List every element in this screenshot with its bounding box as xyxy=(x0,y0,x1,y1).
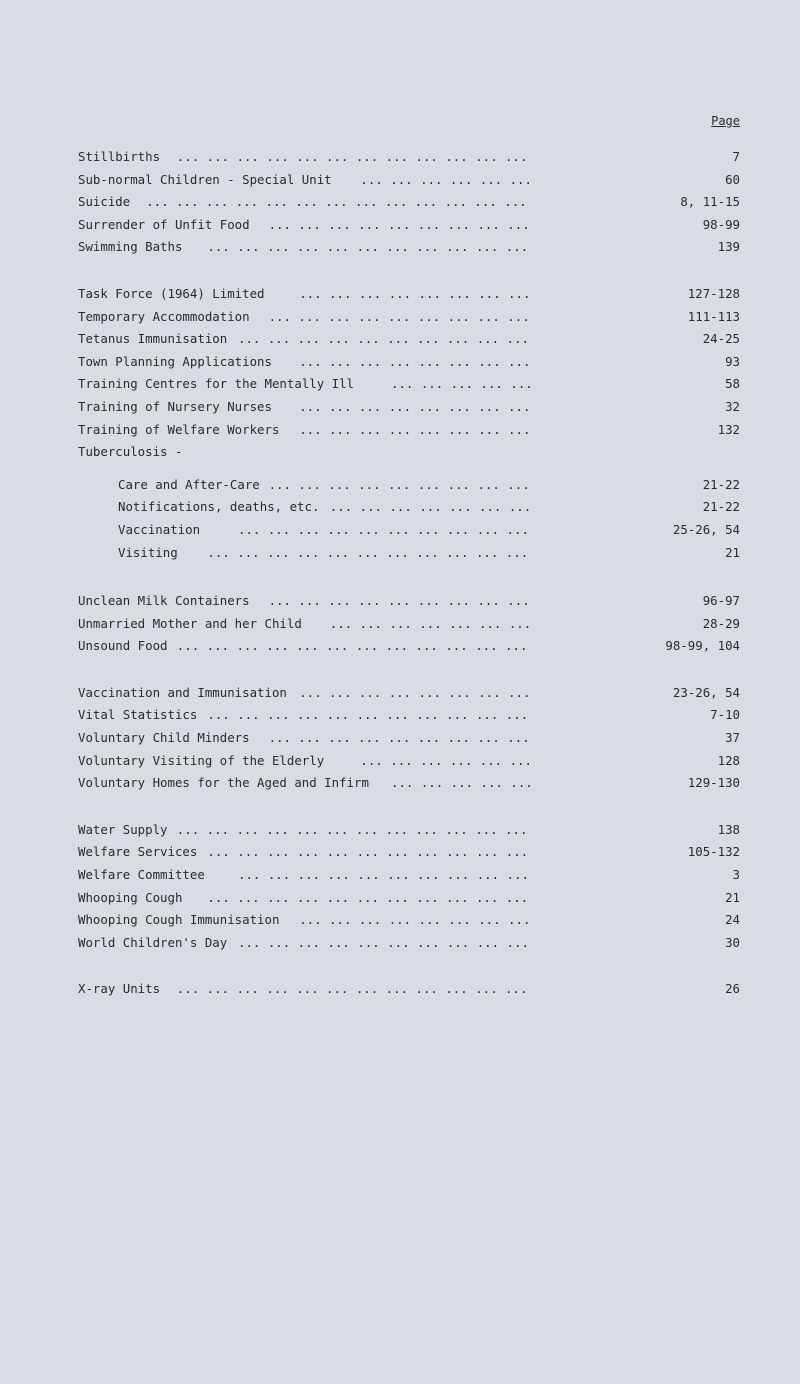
entry-page-number: 111-113 xyxy=(687,308,740,324)
index-entry xyxy=(78,978,740,1001)
index-entry xyxy=(78,841,740,864)
index-entry xyxy=(78,214,740,237)
entry-page-number: 98-99, 104 xyxy=(665,638,740,654)
entry-label: Sub-normal Children - Special Unit xyxy=(78,171,332,187)
index-entry xyxy=(78,236,740,259)
index-entry xyxy=(78,441,740,464)
index-entry xyxy=(78,909,740,932)
leader-dots: ... ... ... ... ... ... ... ... ... ... xyxy=(238,521,529,537)
entry-label: Notifications, deaths, etc. xyxy=(118,499,320,515)
entry-page-number: 98-99 xyxy=(702,216,740,232)
entry-page-number: 21-22 xyxy=(702,499,740,515)
entry-page-number: 132 xyxy=(717,421,740,437)
row-spacer xyxy=(78,464,740,474)
index-group xyxy=(78,682,740,795)
index-entry xyxy=(78,306,740,329)
index-entry xyxy=(78,519,740,542)
leader-dots: ... ... ... ... ... ... ... ... ... ... ... xyxy=(207,889,529,905)
index-group xyxy=(78,978,740,1001)
entry-page-number: 58 xyxy=(725,376,740,392)
entry-label: Suicide xyxy=(78,194,131,210)
index-entry xyxy=(78,590,740,613)
index-group xyxy=(78,146,740,259)
leader-dots: ... ... ... ... ... ... ... xyxy=(329,615,532,631)
entry-label: Vital Statistics xyxy=(78,707,198,723)
index-list xyxy=(78,146,740,1025)
index-entry xyxy=(78,419,740,442)
entry-label: Voluntary Homes for the Aged and Infirm xyxy=(78,775,369,791)
index-entry xyxy=(78,146,740,169)
index-entry xyxy=(78,704,740,727)
leader-dots: ... ... ... ... ... ... ... ... ... ... ... ... xyxy=(176,149,528,164)
entry-label: Stillbirths xyxy=(78,149,161,164)
entry-label: Voluntary Visiting of the Elderly xyxy=(78,752,325,768)
index-entry xyxy=(78,682,740,705)
leader-dots: ... ... ... ... ... ... ... ... ... xyxy=(268,476,530,492)
index-entry xyxy=(78,474,740,497)
index-entry xyxy=(78,864,740,887)
index-entry xyxy=(78,613,740,636)
leader-dots: ... ... ... ... ... ... ... ... ... xyxy=(268,216,530,232)
entry-page-number: 129-130 xyxy=(687,775,740,791)
leader-dots: ... ... ... ... ... xyxy=(391,376,533,392)
leader-dots: ... ... ... ... ... ... xyxy=(360,171,532,187)
leader-dots: ... ... ... ... ... ... ... ... ... ... ... ... xyxy=(176,638,528,654)
index-entry xyxy=(78,373,740,396)
index-entry xyxy=(78,750,740,773)
entry-page-number: 24-25 xyxy=(702,331,740,347)
index-entry xyxy=(78,932,740,955)
index-entry xyxy=(78,191,740,214)
entry-page-number: 128 xyxy=(717,752,740,768)
leader-dots: ... ... ... ... ... ... ... ... xyxy=(299,285,531,301)
index-entry xyxy=(78,328,740,351)
entry-page-number: 105-132 xyxy=(687,844,740,860)
leader-dots: ... ... ... ... ... ... ... ... ... ... ... ... xyxy=(176,981,528,997)
entry-page-number: 138 xyxy=(717,821,740,837)
index-entry xyxy=(78,772,740,795)
entry-label: Welfare Committee xyxy=(78,867,205,883)
leader-dots: ... ... ... ... ... ... ... ... ... xyxy=(268,593,530,609)
entry-page-number: 3 xyxy=(732,867,740,883)
entry-label: Surrender of Unfit Food xyxy=(78,216,250,232)
entry-label: Unmarried Mother and her Child xyxy=(78,615,302,631)
entry-page-number: 7-10 xyxy=(710,707,740,723)
entry-page-number: 23-26, 54 xyxy=(672,684,740,700)
entry-page-number: 37 xyxy=(725,730,740,746)
index-entry xyxy=(78,635,740,658)
leader-dots: ... ... ... ... ... ... xyxy=(360,752,532,768)
leader-dots: ... ... ... ... ... ... ... ... ... ... ... xyxy=(207,239,529,255)
index-group xyxy=(78,819,740,955)
leader-dots: ... ... ... ... ... ... ... ... ... ... xyxy=(238,331,529,347)
leader-dots: ... ... ... ... ... ... ... ... ... ... xyxy=(238,867,529,883)
entry-label: X-ray Units xyxy=(78,981,161,997)
leader-dots: ... ... ... ... ... ... ... ... ... xyxy=(268,730,530,746)
index-entry xyxy=(78,396,740,419)
entry-page-number: 30 xyxy=(725,934,740,950)
entry-label: Training of Nursery Nurses xyxy=(78,398,272,414)
leader-dots: ... ... ... ... ... ... ... ... ... ... ... xyxy=(207,544,529,560)
entry-page-number: 7 xyxy=(732,149,740,164)
index-group xyxy=(78,590,740,658)
index-entry xyxy=(78,887,740,910)
index-group xyxy=(78,283,740,564)
entry-label: Task Force (1964) Limited xyxy=(78,285,265,301)
leader-dots: ... ... ... ... ... xyxy=(391,775,533,791)
entry-page-number: 21 xyxy=(725,889,740,905)
entry-page-number: 96-97 xyxy=(702,593,740,609)
entry-label: Vaccination and Immunisation xyxy=(78,684,287,700)
entry-label: Tetanus Immunisation xyxy=(78,331,228,347)
leader-dots: ... ... ... ... ... ... ... ... ... ... xyxy=(238,934,529,950)
entry-page-number: 93 xyxy=(725,353,740,369)
index-entry xyxy=(78,283,740,306)
entry-page-number: 21 xyxy=(725,544,740,560)
entry-label: Vaccination xyxy=(118,521,201,537)
leader-dots: ... ... ... ... ... ... ... ... xyxy=(299,684,531,700)
entry-label: Swimming Baths xyxy=(78,239,183,255)
leader-dots: ... ... ... ... ... ... ... ... ... xyxy=(268,308,530,324)
leader-dots: ... ... ... ... ... ... ... xyxy=(329,499,532,515)
entry-label: Whooping Cough Immunisation xyxy=(78,912,280,928)
index-entry xyxy=(78,819,740,842)
leader-dots: ... ... ... ... ... ... ... ... xyxy=(299,398,531,414)
entry-page-number: 21-22 xyxy=(702,476,740,492)
leader-dots: ... ... ... ... ... ... ... ... xyxy=(299,912,531,928)
index-entry xyxy=(78,542,740,565)
entry-label: Training of Welfare Workers xyxy=(78,421,280,437)
entry-label: Training Centres for the Mentally Ill xyxy=(78,376,355,392)
entry-page-number: 32 xyxy=(725,398,740,414)
entry-page-number: 8, 11-15 xyxy=(680,194,740,210)
index-entry xyxy=(78,496,740,519)
leader-dots: ... ... ... ... ... ... ... ... ... ... ... xyxy=(207,707,529,723)
leader-dots: ... ... ... ... ... ... ... ... ... ... ... ... ... xyxy=(146,194,527,210)
entry-label: Town Planning Applications xyxy=(78,353,272,369)
entry-label: Whooping Cough xyxy=(78,889,183,905)
entry-label: Unclean Milk Containers xyxy=(78,593,250,609)
leader-dots: ... ... ... ... ... ... ... ... xyxy=(299,353,531,369)
entry-label: Visiting xyxy=(118,544,178,560)
entry-page-number: 139 xyxy=(717,239,740,255)
entry-label: Voluntary Child Minders xyxy=(78,730,250,746)
entry-label: Water Supply xyxy=(78,821,168,837)
entry-page-number: 25-26, 54 xyxy=(672,521,740,537)
entry-label: Care and After-Care xyxy=(118,476,260,492)
entry-page-number: 60 xyxy=(725,171,740,187)
entry-label: World Children's Day xyxy=(78,934,228,950)
index-entry xyxy=(78,169,740,192)
page-column-header: Page xyxy=(711,114,740,128)
leader-dots: ... ... ... ... ... ... ... ... ... ... ... xyxy=(207,844,529,860)
index-entry xyxy=(78,727,740,750)
entry-page-number: 24 xyxy=(725,912,740,928)
entry-page-number: 127-128 xyxy=(687,285,740,301)
entry-page-number: 26 xyxy=(725,981,740,997)
index-entry xyxy=(78,351,740,374)
entry-label: Unsound Food xyxy=(78,638,168,654)
leader-dots: ... ... ... ... ... ... ... ... ... ... ... ... xyxy=(176,821,528,837)
entry-label: Temporary Accommodation xyxy=(78,308,250,324)
entry-page-number: 28-29 xyxy=(702,615,740,631)
leader-dots: ... ... ... ... ... ... ... ... xyxy=(299,421,531,437)
entry-label: Welfare Services xyxy=(78,844,198,860)
entry-label: Tuberculosis - xyxy=(78,444,183,460)
